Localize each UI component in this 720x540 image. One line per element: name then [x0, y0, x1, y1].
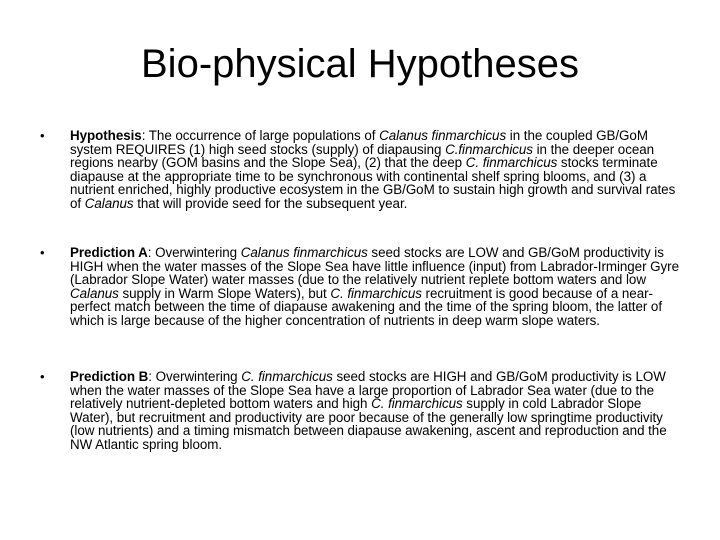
text-run: supply in Warm Slope Waters), but [118, 285, 331, 301]
species-name: Calanus finmarchicus [379, 128, 507, 143]
text-run: that will provide seed for the subsequent year. [133, 195, 408, 211]
bullet-dot: • [40, 128, 45, 143]
text-run: : Overwintering [148, 369, 242, 384]
species-name: Calanus [70, 285, 119, 301]
bullet-text [70, 370, 680, 451]
text-run: seed stocks are LOW and GB/GoM productivity is HIGH when the water masses of the Slope Sea have little influence (input) from Labrador-Irminger Gyre (Labrador Slope Water) water masses (due to the relatively nutrient replete bottom waters and low [70, 245, 679, 287]
slide-title: Bio-physical Hypotheses [141, 42, 579, 86]
species-name: Calanus [84, 195, 134, 211]
species-name: C. finmarchicus [465, 155, 558, 170]
bullet-dot: • [40, 245, 45, 260]
text-run: stocks terminate diapause at the appropriate time to be synchronous with continental shelf spring blooms, and (3) a nutrient enriched, highly productive ecosystem in the GB/GoM to sustain high growth and survival rates of [70, 155, 676, 211]
text-run: : The occurrence of large populations of [141, 128, 380, 143]
item-label: Prediction A [70, 245, 148, 260]
species-name: Calanus finmarchicus [240, 245, 368, 260]
bullet-text [70, 246, 680, 327]
species-name: C. finmarchicus [371, 396, 463, 411]
bullet-text [70, 129, 680, 210]
bullet-dot: • [40, 369, 45, 384]
text-run: supply in cold Labrador Slope Water), but recruitment and productivity are poor because of the generally low springtime productivity (low nutrients) and a timing mismatch between diapause awakening, ascent and reproduction and the NW Atlantic spring bloom. [70, 396, 667, 452]
species-name: C. finmarchicus [241, 369, 333, 384]
text-run: seed stocks are HIGH and GB/GoM productivity is LOW when the water masses of the Slope Sea have a large proportion of Labrador Sea water (due to the relatively nutrient-depleted bottom waters and high [70, 369, 666, 411]
species-name: C.finmarchicus [445, 141, 533, 157]
text-run: in the coupled GB/GoM system REQUIRES (1) high seed stocks (supply) of diapausing [70, 128, 648, 157]
text-run: in the deeper ocean regions nearby (GOM basins and the Slope Sea), (2) that the deep [70, 141, 655, 170]
item-label: Prediction B [70, 369, 149, 384]
text-run: recruitment is good because of a near-perfect match between the time of diapause awakening and the time of the spring bloom, the latter of which is large because of the higher concentration of nutrients in deep warm slope waters. [70, 285, 662, 328]
species-name: C. finmarchicus [330, 285, 422, 301]
text-run: : Overwintering [147, 245, 241, 260]
item-label: Hypothesis [70, 128, 142, 143]
